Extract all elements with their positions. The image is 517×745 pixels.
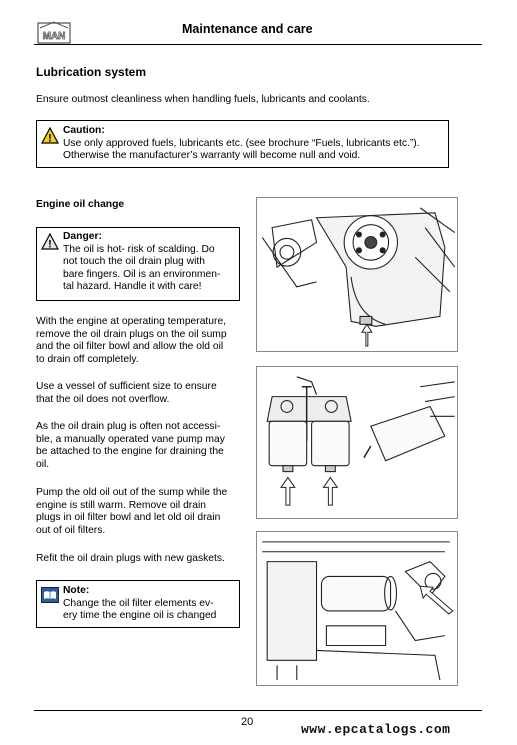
paragraph-line: remove the oil drain plugs on the oil sump — [36, 328, 227, 340]
danger-title: Danger: — [63, 231, 102, 242]
brand-text: MAN — [42, 31, 66, 42]
paragraph — [36, 381, 240, 406]
paragraph-line: to drain off completely. — [36, 353, 139, 365]
paragraph-line: that the oil does not overflow. — [36, 393, 170, 405]
paragraph-line: plugs in oil filter bowl and let old oil drain — [36, 512, 221, 524]
svg-text:!: ! — [48, 132, 52, 145]
section-title: Lubrication system — [36, 65, 147, 79]
caution-line: Use only approved fuels, lubricants etc. (see brochure “Fuels, lubricants etc.”). — [63, 137, 420, 149]
paragraph-line: With the engine at operating temperature, — [36, 316, 227, 327]
svg-text:!: ! — [48, 238, 52, 251]
danger-line: bare fingers. Oil is an environmen- — [63, 268, 221, 280]
page-number: 20 — [241, 716, 254, 728]
caution-title: Caution: — [63, 125, 105, 136]
warning-triangle-icon — [41, 127, 59, 145]
warning-triangle-icon — [41, 233, 59, 251]
paragraph-line: Pump the old oil out of the sump while the — [36, 487, 228, 498]
paragraph-line: be attached to the engine for draining the — [36, 446, 224, 458]
paragraph — [36, 421, 240, 471]
note-line: Change the oil filter elements ev- — [63, 597, 214, 609]
footer-divider — [34, 710, 482, 711]
watermark: www.epcatalogs.com — [301, 722, 451, 737]
note-title: Note: — [63, 585, 90, 596]
paragraph-line: As the oil drain plug is often not accessi- — [36, 421, 221, 432]
header-divider — [34, 44, 482, 45]
caution-box — [36, 120, 449, 168]
paragraph-line: Refit the oil drain plugs with new gaskets. — [36, 553, 225, 564]
paragraph — [36, 316, 240, 366]
subsection-title: Engine oil change — [36, 199, 125, 210]
danger-line: not touch the oil drain plug with — [63, 256, 205, 268]
danger-line: tal hazard. Handle it with care! — [63, 281, 202, 293]
figure-oil-filters — [256, 366, 458, 519]
note-box — [36, 580, 240, 628]
figure-vane-pump — [256, 531, 458, 686]
figure-oil-sump — [256, 197, 458, 352]
paragraph-line: engine is still warm. Remove oil drain — [36, 499, 206, 511]
note-line: ery time the engine oil is changed — [63, 610, 217, 622]
man-logo — [34, 20, 74, 46]
paragraph-line: ble, a manually operated vane pump may — [36, 433, 225, 445]
paragraph-line: and the oil filter bowl and allow the old oil — [36, 341, 224, 353]
intro-text: Ensure outmost cleanliness when handling fuels, lubricants and coolants. — [36, 94, 370, 105]
paragraph-line: out of oil filters. — [36, 524, 106, 536]
paragraph — [36, 487, 240, 537]
paragraph — [36, 553, 240, 566]
danger-box — [36, 227, 240, 301]
paragraph-line: Use a vessel of sufficient size to ensure — [36, 381, 217, 392]
paragraph-line: oil. — [36, 458, 50, 470]
caution-line: Otherwise the manufacturer’s warranty will become null and void. — [63, 150, 361, 162]
danger-line: The oil is hot- risk of scalding. Do — [63, 243, 215, 255]
header-title: Maintenance and care — [182, 22, 313, 36]
book-icon — [41, 587, 59, 603]
